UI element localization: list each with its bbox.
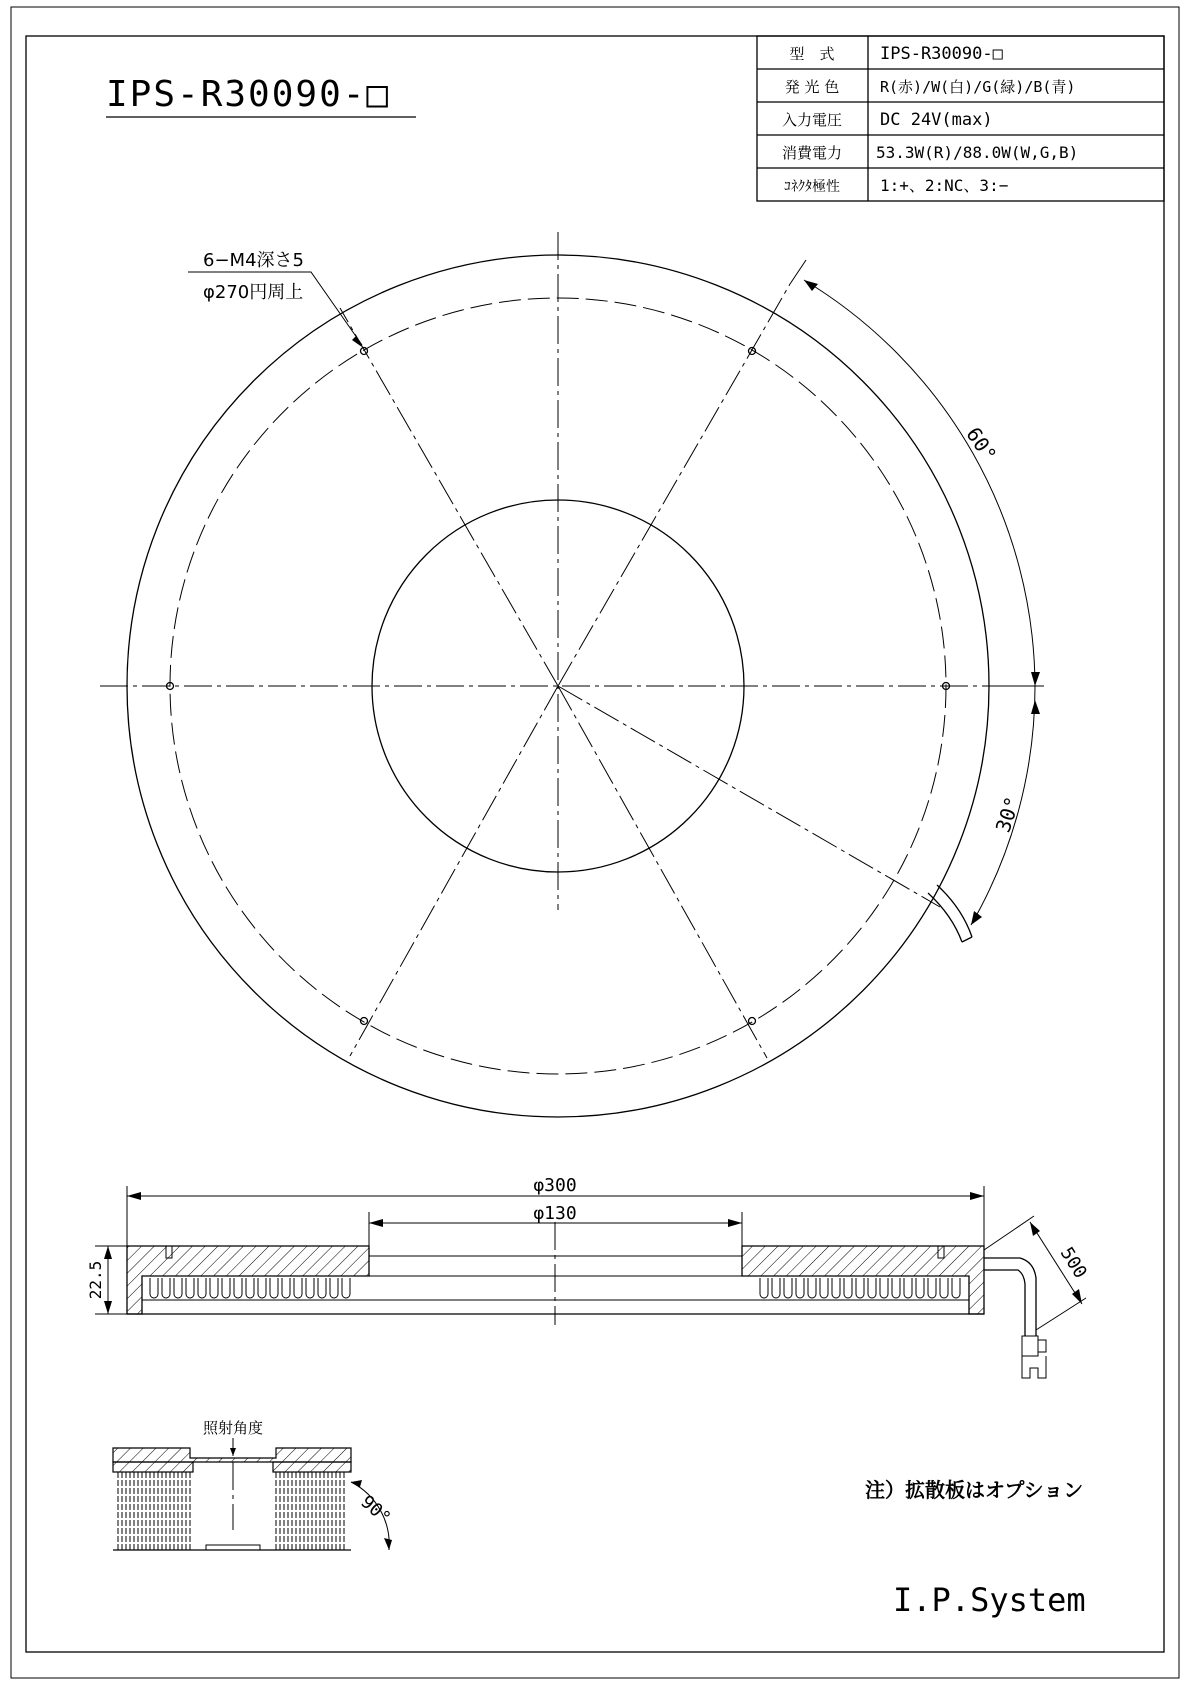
connector [1022, 1336, 1038, 1356]
dim-outer-label: φ300 [533, 1175, 577, 1196]
spec-label-voltage: 入力電圧 [781, 111, 843, 129]
drawing-title: IPS-R30090-□ [106, 74, 391, 115]
spec-value-polarity: 1:+、2:NC、3:− [880, 176, 1009, 195]
spec-value-power: 53.3W(R)/88.0W(W,G,B) [876, 143, 1079, 162]
angle-30-label: 30° [990, 793, 1025, 836]
irradiation-angle-label: 照射角度 [202, 1419, 264, 1437]
cable-top [928, 893, 962, 942]
angle-90-label: 90° [356, 1491, 395, 1529]
hole-spec-label: 6−M4深さ5 [203, 250, 304, 271]
inner-border [26, 36, 1164, 1652]
outer-border [11, 7, 1179, 1678]
side-view [86, 1175, 1091, 1378]
spec-value-model: IPS-R30090-□ [880, 44, 1003, 64]
mount-hole [361, 348, 368, 355]
mount-hole [749, 1018, 756, 1025]
company-name: I.P.System [893, 1581, 1086, 1619]
spec-label-model: 型 式 [789, 45, 835, 63]
hole-pitch-label: φ270円周上 [203, 282, 304, 303]
dim-cable-label: 500 [1055, 1243, 1091, 1283]
dim-arc-60 [804, 280, 1035, 686]
spec-value-color: R(赤)/W(白)/G(緑)/B(青) [880, 78, 1076, 96]
spec-table [757, 36, 1164, 201]
dim-inner-label: φ130 [533, 1203, 577, 1224]
spec-label-polarity: ｺﾈｸﾀ極性 [784, 179, 840, 195]
spec-label-power: 消費電力 [781, 144, 843, 162]
angle-60-label: 60° [961, 422, 1002, 467]
dim-height-label: 22.5 [86, 1260, 105, 1300]
led-row-right [760, 1278, 960, 1298]
spec-value-voltage: DC 24V(max) [880, 110, 993, 130]
led-row-left [150, 1278, 350, 1298]
diffuser-note: 注）拡散板はオプション [865, 1478, 1084, 1502]
detail-view [113, 1419, 395, 1550]
top-view [100, 232, 1044, 1117]
spec-label-color: 発 光 色 [784, 78, 840, 96]
